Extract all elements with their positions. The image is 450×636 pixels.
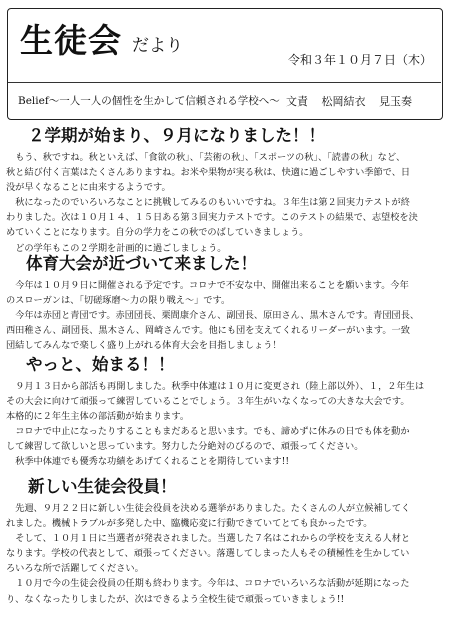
paragraph: 秋になったのでいろいろなことに挑戦してみるのもいいですね。３年生は第２回実力テストが終 (15, 197, 410, 209)
paragraph: 団結してみんなで楽しく盛り上がれる体育大会を目指しましょう！ (6, 340, 282, 352)
paragraph: １０月で今の生徒会役員の任期も終わります。今年は、コロナでいろいろな活動が延期になった (15, 578, 410, 590)
section-heading: ２学期が始まり、９月になりました！！ (28, 126, 325, 145)
paragraph: 今年は１０月９日に開催される予定です。コロナで不安な中、開催出来ることを願います。今年 (15, 280, 409, 291)
paragraph: 秋季中体連でも優秀な功績をあげてくれることを期待しています!! (15, 456, 290, 468)
paragraph: そして、１０月１日に当選者が発表されました。当選した７名はこれからの学校を支える人材と (15, 533, 411, 545)
paragraph: なります。学校の代表として、頑張ってください。落選してしまった人もその積極性を生かしてい (6, 548, 410, 560)
paragraph: めていくことになります。自分の学力をこの秋でのばしていきましょう。 (6, 227, 309, 239)
paragraph: のスローガンは、「切磋琢磨〜力の限り戦え〜」です。 (6, 295, 231, 307)
section-heading: やっと、始まる！！ (26, 355, 175, 374)
section-body (6, 379, 444, 470)
issue-date: 令和３年１０月７日（木） (288, 53, 433, 67)
paragraph: 没が早くなることに由来するようです。 (6, 182, 171, 194)
masthead (7, 8, 443, 120)
author-name: 見玉奏 (379, 95, 412, 108)
masthead-divider (8, 82, 441, 83)
section-body (6, 501, 444, 607)
author-name: 松岡結衣 (321, 95, 366, 108)
paragraph: 先週、９月２２日に新しい生徒会役員を決める選挙がありました。たくさんの人が立候補してく (15, 503, 411, 514)
newsletter-title-suffix: だより (132, 36, 183, 56)
school-motto: Belief〜一人一人の個性を生かして信頼される学校へ〜 (18, 95, 280, 107)
author-label: 文責 (286, 95, 308, 108)
paragraph: ９月１３日から部活も再開しました。秋季中体連は１０月に変更され（陸上部以外）、１，２年生は (15, 381, 425, 392)
section-heading: 新しい生徒会役員！ (28, 477, 177, 496)
section-second-term (6, 126, 444, 256)
paragraph: り、なくなったりしましたが、次はできるよう全校生徒で頑張っていきましょう!! (6, 593, 345, 605)
paragraph: 秋と結び付く言葉はたくさんありますね。お米や果物が実る秋は、快適に過ごしやすい季節で、日 (6, 167, 411, 179)
authors (286, 93, 436, 109)
section-club-activities (6, 355, 444, 470)
paragraph: 西田稚さん、副団長、黒木さん、岡崎さんです。他にも団を支えてくれるリーダーがいます。一致 (6, 325, 410, 337)
paragraph: 今年は赤団と青団です。赤団団長、栗間康介さん、副団長、原田さん、黒木さんです。青団団長、 (15, 310, 420, 322)
paragraph: もう、秋ですね。秋といえば、「食欲の秋」、「芸術の秋」、「スポーツの秋」、「読書の秋」など、 (15, 152, 406, 163)
paragraph: わりました。次は１０月１４、１５日ある第３回実力テストです。このテストの結果で、志望校を決 (6, 212, 418, 224)
paragraph: して練習して欲しいと思っています。努力した分絶対のびるので、頑張ってください。 (6, 441, 364, 453)
paragraph: コロナで中止になったりすることもまだあると思います。でも、諦めずに休みの日でも体を動か (15, 426, 410, 438)
paragraph: 本格的に２年生主体の部活動が始まります。 (6, 411, 190, 423)
paragraph: その大会に向けて頑張って練習していることでしょう。３年生がいなくなっての大きな大会です。 (6, 396, 410, 408)
section-body (6, 150, 444, 256)
section-sports-festival (6, 254, 444, 353)
newsletter-title: 生徒会 (20, 21, 122, 60)
paragraph: どの学年もこの２学期を計画的に過ごしましょう。 (15, 242, 227, 254)
section-heading: 体育大会が近づいて来ました！ (26, 254, 257, 273)
paragraph: れました。機械トラブルが多発した中、臨機応変に行動できていてとても良かったです。 (6, 518, 373, 530)
section-new-council (6, 477, 444, 607)
paragraph: ろいろな所で活躍してください。 (6, 563, 144, 575)
section-body (6, 278, 444, 353)
